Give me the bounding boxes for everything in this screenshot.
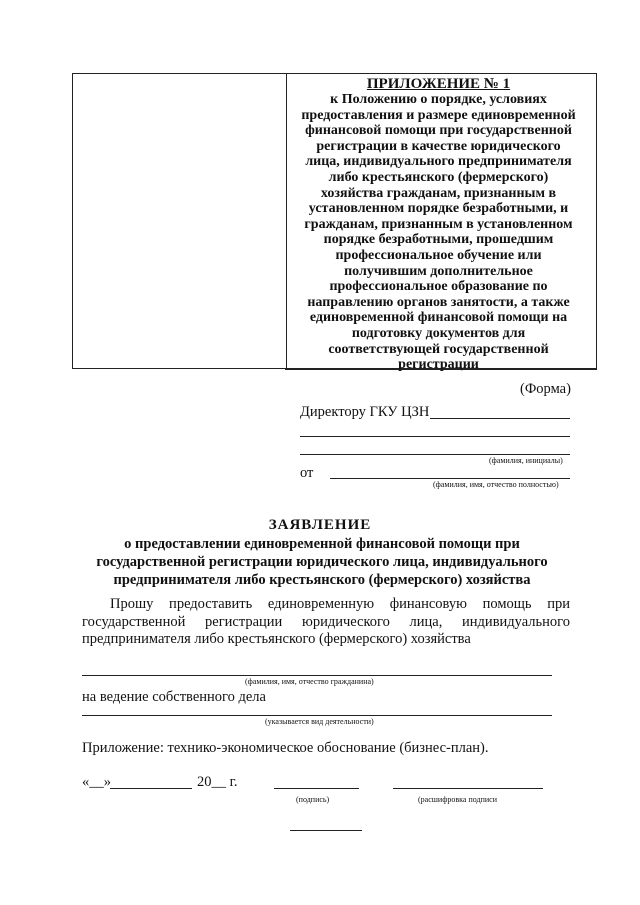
appendix-line: регистрации xyxy=(398,357,479,373)
citizen-caption: (фамилия, имя, отчество гражданина) xyxy=(245,677,374,686)
appendix-title: ПРИЛОЖЕНИЕ № 1 xyxy=(366,76,511,92)
appendix-line: регистрации в качестве юридического xyxy=(316,138,561,154)
appendix-table xyxy=(72,73,597,373)
appendix-line: предоставления и размере единовременной xyxy=(301,107,576,123)
appendix-text xyxy=(287,92,590,373)
appendix-line: получившим дополнительное xyxy=(344,263,533,279)
statement-body-text: Прошу предоставить единовременную финансовую помощь при государственной регистрации юридического лица, индивидуального предпринимателя либо крестьянского (фермерского) хозяйства xyxy=(82,596,570,647)
signature-line[interactable] xyxy=(274,788,359,789)
bottom-short-line xyxy=(290,830,362,831)
statement-subtitle: о предоставлении единовременной финансовой помощи при государственной регистрации юридического лица, индивидуального предпринимателя либо крестьянского (фермерского) хозяйства xyxy=(96,536,548,588)
form-label: (Форма) xyxy=(520,381,571,397)
decoding-line[interactable] xyxy=(393,788,543,789)
director-line-3[interactable] xyxy=(300,454,570,455)
date-day: «__» xyxy=(82,774,111,790)
fullname-caption: (фамилия, имя, отчество полностью) xyxy=(433,480,559,489)
statement-body xyxy=(82,596,570,649)
date-month-line[interactable] xyxy=(110,788,192,789)
activity-line[interactable] xyxy=(82,715,552,716)
appendix-bottom-rule xyxy=(285,369,597,370)
director-line-2[interactable] xyxy=(300,436,570,437)
appendix-block xyxy=(287,76,590,373)
appendix-line: порядке безработными, прошедшим xyxy=(323,232,554,248)
appendix-line: направлению органов занятости, а также xyxy=(307,294,570,310)
from-label: от xyxy=(300,465,314,481)
appendix-line: финансовой помощи при государственной xyxy=(305,123,572,139)
director-label: Директору ГКУ ЦЗН xyxy=(300,404,430,420)
appendix-line: хозяйства гражданам, признанным в xyxy=(320,185,557,201)
appendix-line: единовременной финансовой помощи на xyxy=(309,310,568,326)
business-label: на ведение собственного дела xyxy=(82,689,266,705)
appendix-line: профессиональное обучение или xyxy=(335,247,542,263)
decoding-caption: (расшифровка подписи xyxy=(418,795,497,804)
signature-caption: (подпись) xyxy=(296,795,330,804)
appendix-line: подготовку документов для xyxy=(351,325,526,341)
appendix-line: соответствующей государственной xyxy=(328,341,549,357)
activity-caption: (указывается вид деятельности) xyxy=(265,717,374,726)
statement-title: ЗАЯВЛЕНИЕ xyxy=(268,517,372,533)
initials-caption: (фамилия, инициалы) xyxy=(489,456,563,465)
attachment-line: Приложение: технико-экономическое обоснование (бизнес-план). xyxy=(82,740,489,756)
appendix-line: лица, индивидуального предпринимателя xyxy=(305,154,572,170)
appendix-line: профессиональное образование по xyxy=(329,279,548,295)
citizen-line[interactable] xyxy=(82,675,552,676)
from-line[interactable] xyxy=(330,478,570,479)
appendix-line: гражданам, признанным в установленном xyxy=(304,216,573,232)
appendix-line: либо крестьянского (фермерского) xyxy=(328,169,549,185)
date-year: 20__ г. xyxy=(197,774,238,790)
appendix-line: установленном порядке безработными, и xyxy=(308,201,569,217)
director-line[interactable] xyxy=(430,418,570,419)
appendix-line: к Положению о порядке, условиях xyxy=(330,92,547,107)
